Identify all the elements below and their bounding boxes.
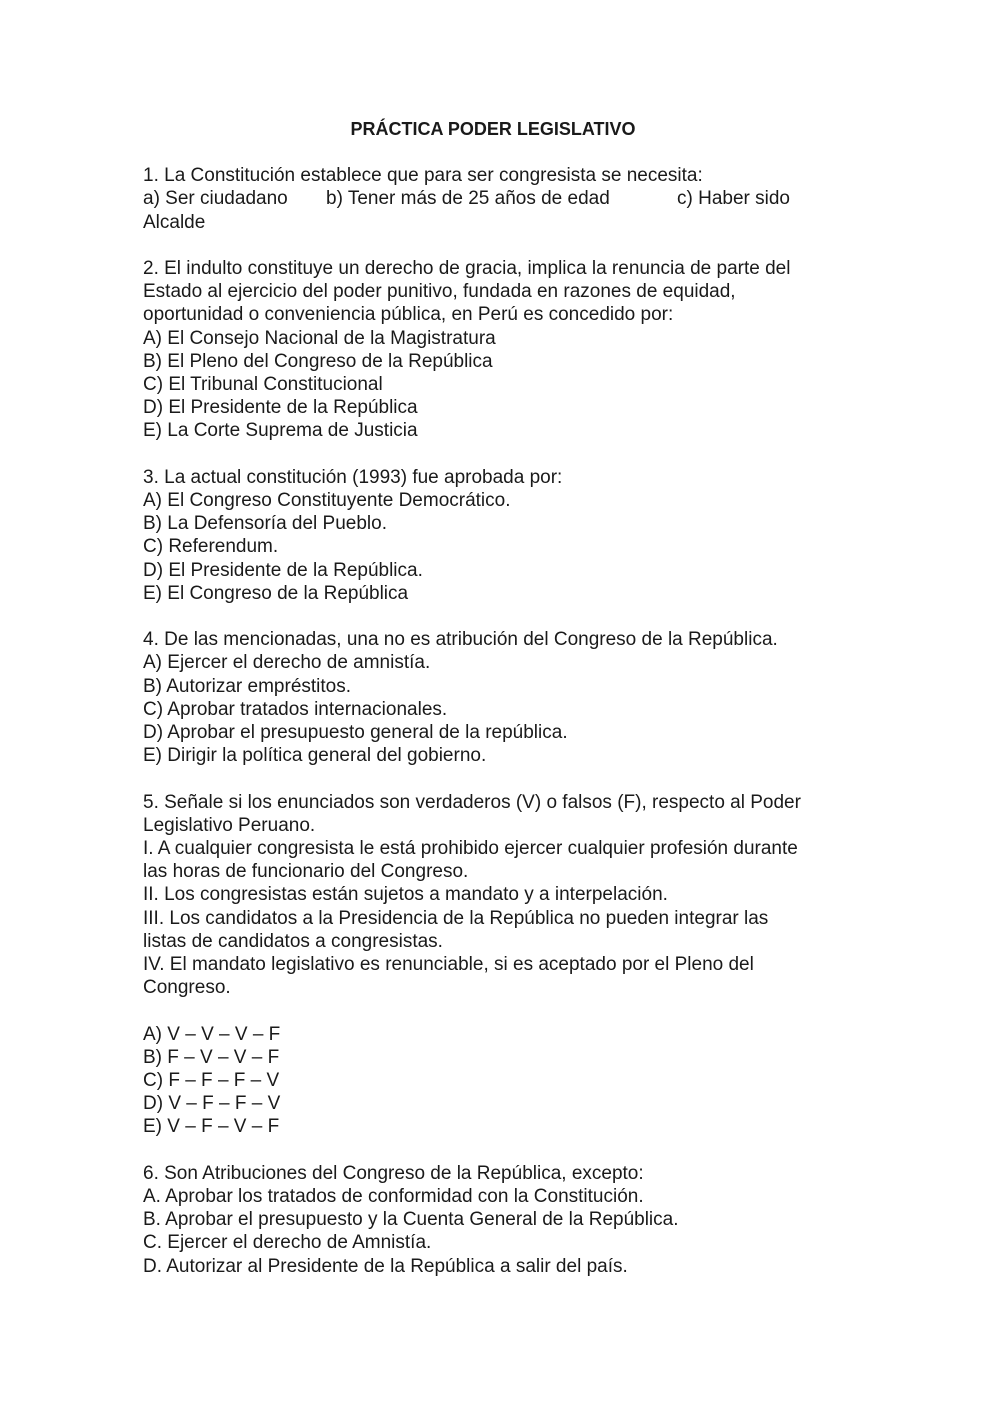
question-3-option: A) El Congreso Constituyente Democrático. xyxy=(143,490,511,512)
question-6-option: C. Ejercer el derecho de Amnistía. xyxy=(143,1232,432,1254)
page-title: PRÁCTICA PODER LEGISLATIVO xyxy=(350,119,636,139)
question-3-option: E) El Congreso de la República xyxy=(143,582,409,604)
question-5-option: B) F – V – V – F xyxy=(143,1046,280,1068)
question-1-option-c: c) Haber sido xyxy=(677,188,790,210)
question-4-option: C) Aprobar tratados internacionales. xyxy=(143,698,448,720)
question-6 xyxy=(143,1162,853,1278)
question-5-option: C) F – F – F – V xyxy=(143,1070,280,1092)
question-2-stem-line: 2. El indulto constituye un derecho de gracia, implica la renuncia de parte del xyxy=(143,258,791,279)
question-5-stem-line: las horas de funcionario del Congreso. xyxy=(143,861,469,883)
question-4-option: E) Dirigir la política general del gobierno. xyxy=(143,745,487,767)
question-5-stem-line: Congreso. xyxy=(143,977,231,999)
question-2-stem-line: Estado al ejercicio del poder punitivo, fundada en razones de equidad, xyxy=(143,281,736,303)
question-5-spacer xyxy=(143,999,853,1022)
worksheet-page xyxy=(143,118,853,1301)
question-1-option-c-continued: Alcalde xyxy=(143,211,206,233)
question-1 xyxy=(143,164,853,234)
question-3 xyxy=(143,466,853,605)
question-4-option: D) Aprobar el presupuesto general de la república. xyxy=(143,722,568,744)
question-1-options xyxy=(143,187,853,210)
question-5-stem-line: II. Los congresistas están sujetos a mandato y a interpelación. xyxy=(143,884,668,906)
question-5-stem-line: III. Los candidatos a la Presidencia de la República no pueden integrar las xyxy=(143,907,769,929)
question-6-option: D. Autorizar al Presidente de la República a salir del país. xyxy=(143,1255,628,1277)
question-3-option: B) La Defensoría del Pueblo. xyxy=(143,513,387,535)
question-4-option: B) Autorizar empréstitos. xyxy=(143,675,352,697)
question-4-option: A) Ejercer el derecho de amnistía. xyxy=(143,652,431,674)
question-2-option: E) La Corte Suprema de Justicia xyxy=(143,420,418,442)
question-3-option: D) El Presidente de la República. xyxy=(143,559,423,581)
question-5-option: D) V – F – F – V xyxy=(143,1093,281,1115)
question-1-option-b: b) Tener más de 25 años de edad xyxy=(326,188,610,210)
question-3-stem: 3. La actual constitución (1993) fue aprobada por: xyxy=(143,466,563,488)
question-6-stem: 6. Son Atribuciones del Congreso de la República, excepto: xyxy=(143,1162,644,1184)
question-5 xyxy=(143,791,853,1139)
question-2-option: A) El Consejo Nacional de la Magistratura xyxy=(143,327,496,349)
question-4 xyxy=(143,628,853,767)
question-5-stem-line: Legislativo Peruano. xyxy=(143,814,316,836)
question-5-stem-line: I. A cualquier congresista le está prohibido ejercer cualquier profesión durante xyxy=(143,838,798,860)
question-5-option: E) V – F – V – F xyxy=(143,1116,280,1138)
question-2-option: C) El Tribunal Constitucional xyxy=(143,374,383,396)
question-6-option: B. Aprobar el presupuesto y la Cuenta General de la República. xyxy=(143,1209,679,1231)
question-1-option-a: a) Ser ciudadano xyxy=(143,188,288,210)
question-2-stem-line: oportunidad o conveniencia pública, en Perú es concedido por: xyxy=(143,304,674,326)
question-4-stem: 4. De las mencionadas, una no es atribución del Congreso de la República. xyxy=(143,629,778,651)
question-5-option: A) V – V – V – F xyxy=(143,1023,281,1045)
question-2 xyxy=(143,257,853,443)
question-1-stem: 1. La Constitución establece que para ser congresista se necesita: xyxy=(143,165,703,187)
question-6-option: A. Aprobar los tratados de conformidad con la Constitución. xyxy=(143,1186,644,1208)
question-5-stem-line: listas de candidatos a congresistas. xyxy=(143,930,443,952)
question-2-option: B) El Pleno del Congreso de la República xyxy=(143,350,493,372)
question-2-option: D) El Presidente de la República xyxy=(143,397,418,419)
question-5-stem-line: 5. Señale si los enunciados son verdaderos (V) o falsos (F), respecto al Poder xyxy=(143,791,801,813)
question-5-stem-line: IV. El mandato legislativo es renunciable, si es aceptado por el Pleno del xyxy=(143,954,754,976)
question-3-option: C) Referendum. xyxy=(143,536,279,558)
